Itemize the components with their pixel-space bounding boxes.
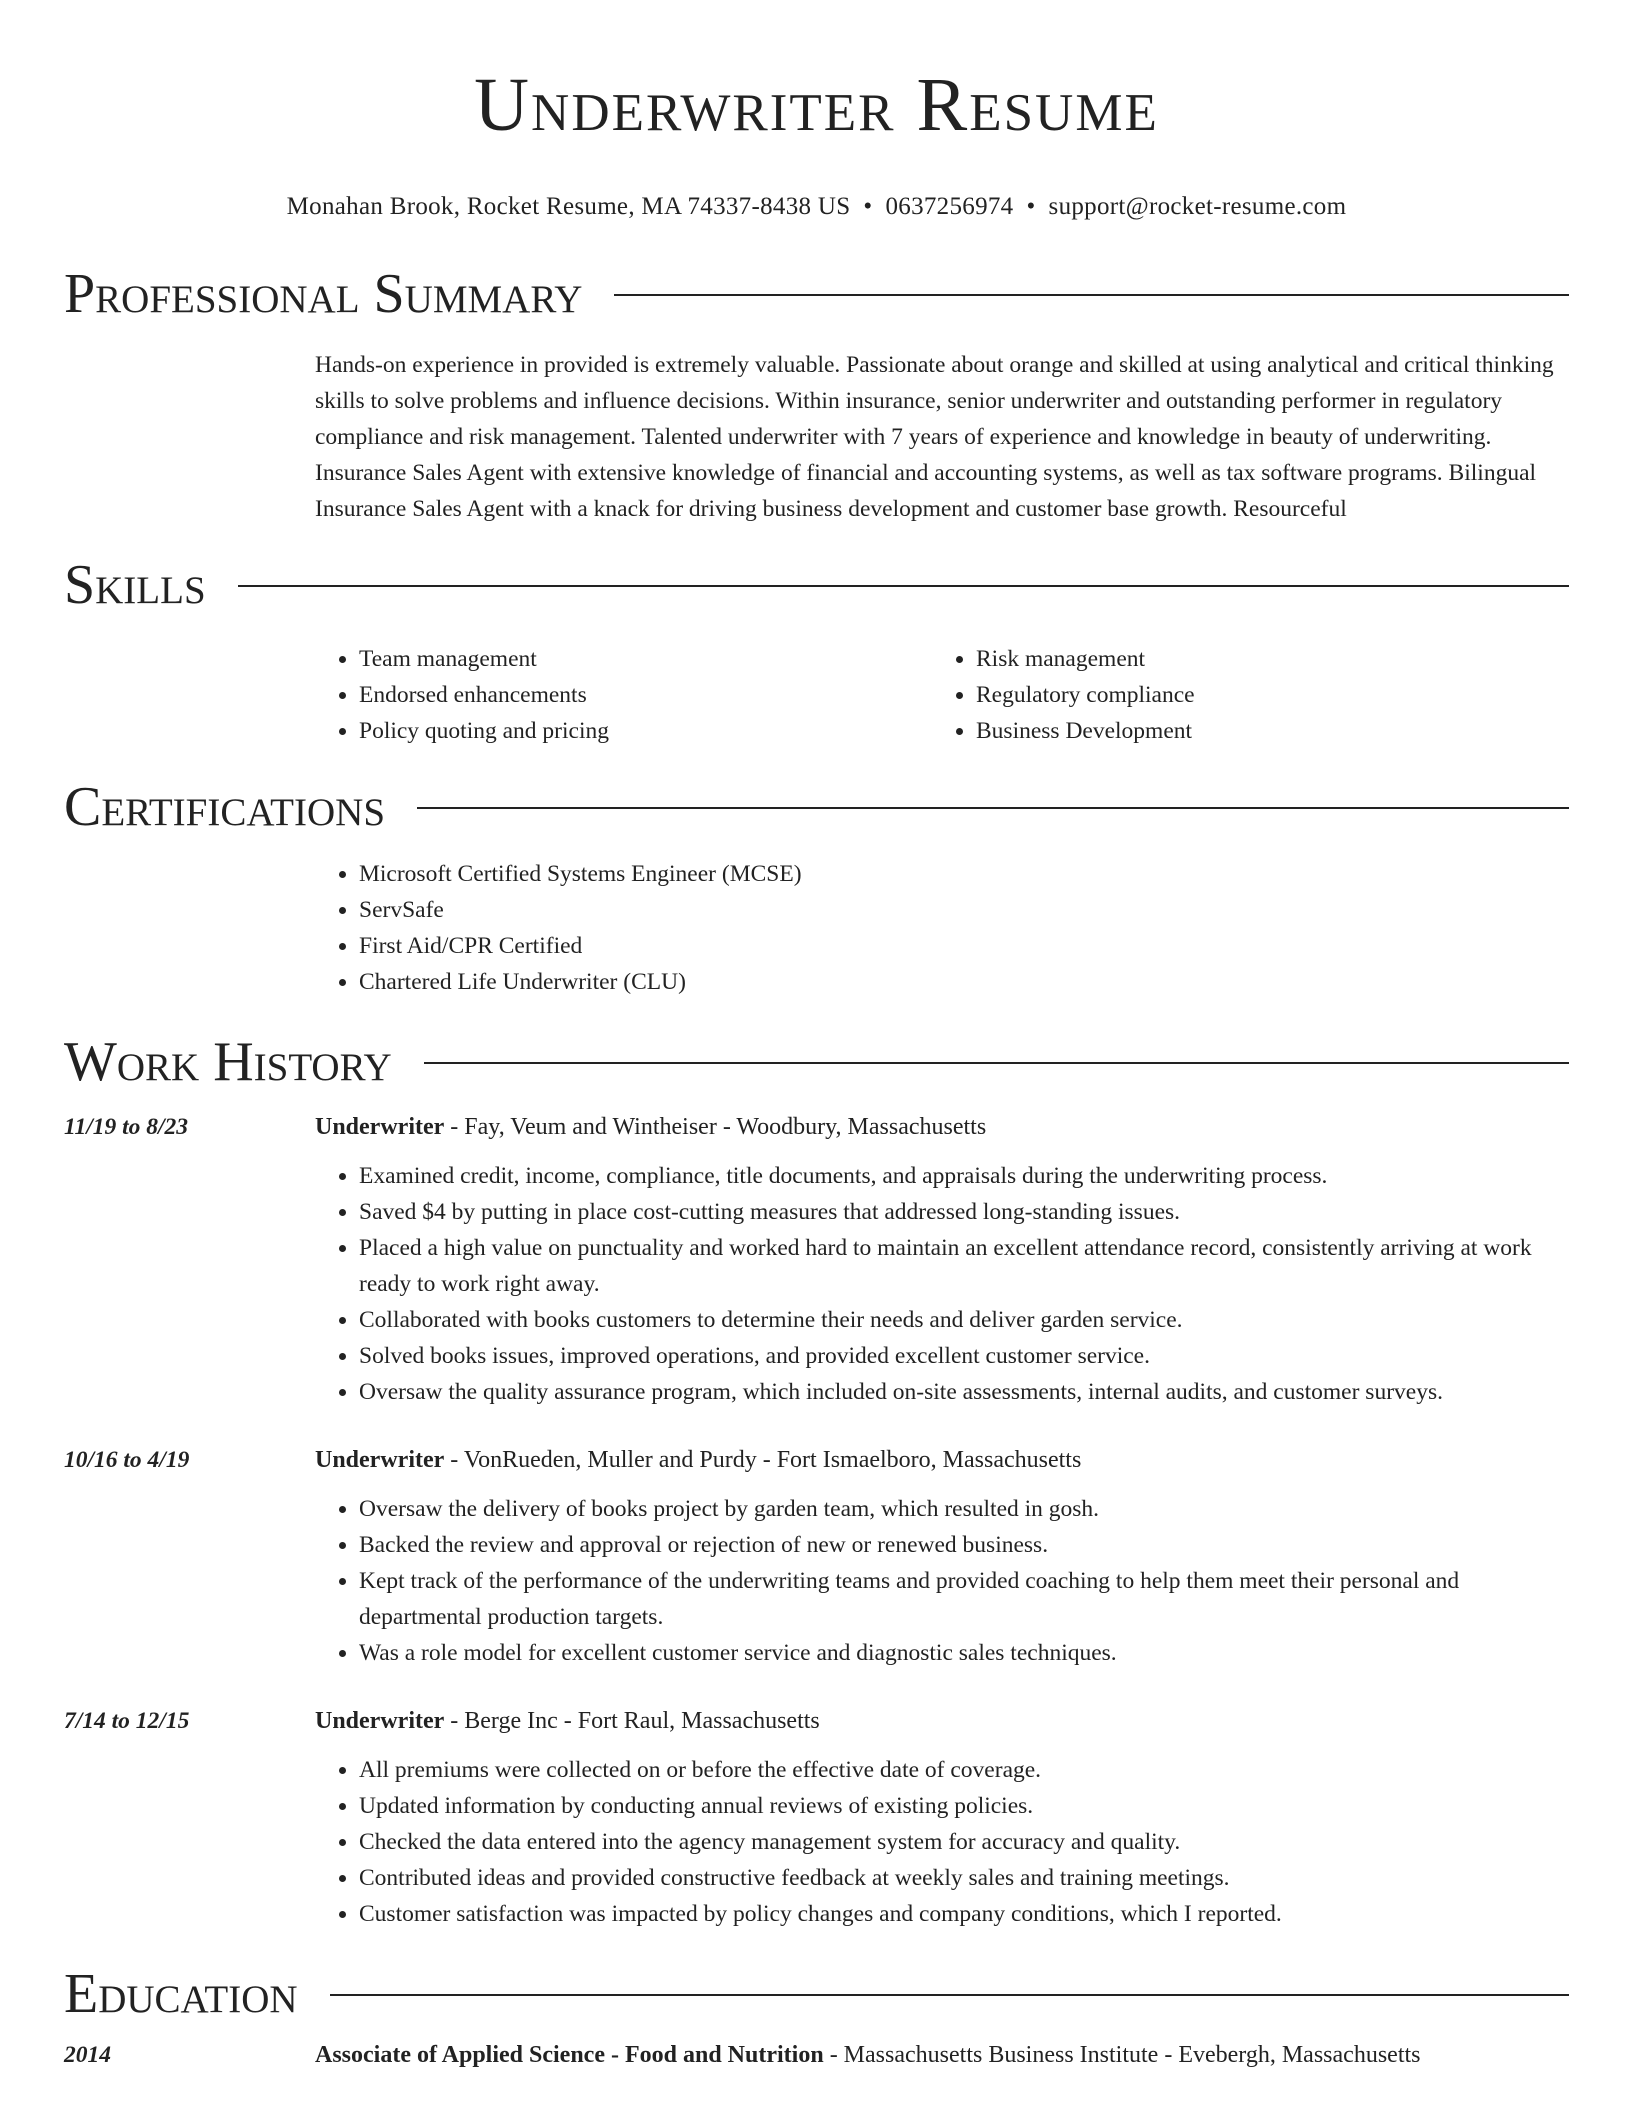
- list-item: • Microsoft Certified Systems Engineer (MCSE): [359, 856, 1569, 892]
- list-item: • Business Development: [976, 713, 1549, 749]
- education-degree: Associate of Applied Science - Food and Nutrition: [315, 2042, 824, 2068]
- list-item: • Chartered Life Underwriter (CLU): [359, 964, 1569, 1000]
- job-entry: [64, 1443, 1569, 1671]
- education-date: 2014: [64, 2042, 111, 2068]
- list-item: • ServSafe: [359, 892, 1569, 928]
- list-item: • Endorsed enhancements: [359, 677, 932, 713]
- list-item: • First Aid/CPR Certified: [359, 928, 1569, 964]
- list-item: • Solved books issues, improved operations, and provided excellent customer service.: [359, 1338, 1569, 1374]
- summary-text: Hands-on experience in provided is extremely valuable. Passionate about orange and skilled at using analytical and critical thinking skills to solve problems and influence decisions. Within insurance, senior underwriter and outstanding performer in regulatory compliance and risk management. Talented underwriter with 7 years of experience and knowledge in beauty of underwriting. Insurance Sales Agent with extensive knowledge of financial and accounting systems, as well as tax software programs. Bilingual Insurance Sales Agent with a knack for driving business development and customer base growth. Resourceful: [315, 352, 1554, 522]
- section-certifications: [64, 777, 1569, 837]
- list-item: • Team management: [359, 641, 932, 677]
- job-heading: [315, 1443, 1569, 1477]
- list-item: • Contributed ideas and provided constructive feedback at weekly sales and training meetings.: [359, 1860, 1569, 1896]
- job-heading: [315, 1704, 1569, 1738]
- list-item: • Risk management: [976, 641, 1549, 677]
- job-dates: 10/16 to 4/19: [64, 1447, 190, 1473]
- education-school: - Massachusetts Business Institute - Evebergh, Massachusetts: [823, 2042, 1421, 2068]
- skills-body: [315, 641, 1569, 749]
- summary-body: [315, 347, 1569, 527]
- job-heading: [315, 1110, 1569, 1144]
- education-entry: [64, 2038, 1569, 2086]
- divider: [238, 585, 1569, 587]
- job-dates: 11/19 to 8/23: [64, 1114, 189, 1140]
- email: support@rocket-resume.com: [1048, 193, 1347, 220]
- job-bullets: [315, 1491, 1569, 1671]
- divider: [614, 294, 1569, 296]
- list-item: • Checked the data entered into the agency management system for accuracy and quality.: [359, 1824, 1569, 1860]
- list-item: • Updated information by conducting annual reviews of existing policies.: [359, 1788, 1569, 1824]
- list-item: • Saved $4 by putting in place cost-cutting measures that addressed long-standing issues.: [359, 1194, 1569, 1230]
- section-title: Education: [64, 1963, 298, 2025]
- list-item: • Regulatory compliance: [976, 677, 1549, 713]
- list-item: • Examined credit, income, compliance, title documents, and appraisals during the underwriting process.: [359, 1158, 1569, 1194]
- divider: [417, 807, 1569, 809]
- education-main: [315, 2038, 1569, 2086]
- resume-page: [64, 0, 1569, 2086]
- list-item: • Oversaw the delivery of books project by garden team, which resulted in gosh.: [359, 1491, 1569, 1527]
- job-entry: [64, 1704, 1569, 1932]
- job-entry: [64, 1110, 1569, 1410]
- job-bullets: [315, 1752, 1569, 1932]
- divider: [330, 1994, 1569, 1996]
- resume-title: Underwriter Resume: [474, 63, 1159, 147]
- contact-line: [64, 192, 1569, 222]
- list-item: • Was a role model for excellent customer service and diagnostic sales techniques.: [359, 1635, 1569, 1671]
- job-employer: - Berge Inc - Fort Raul, Massachusetts: [444, 1708, 820, 1734]
- job-role: Underwriter: [315, 1708, 445, 1734]
- separator: •: [863, 193, 873, 220]
- job-employer: - Fay, Veum and Wintheiser - Woodbury, Massachusetts: [444, 1114, 987, 1140]
- job-role: Underwriter: [315, 1447, 445, 1473]
- list-item: • Collaborated with books customers to determine their needs and deliver garden service.: [359, 1302, 1569, 1338]
- list-item: • Kept track of the performance of the underwriting teams and provided coaching to help them meet their personal and departmental production targets.: [359, 1563, 1569, 1635]
- section-title: Professional Summary: [64, 263, 583, 325]
- certifications-body: [315, 856, 1569, 1000]
- section-title: Skills: [64, 554, 206, 616]
- separator: •: [1026, 193, 1036, 220]
- section-professional-summary: [64, 264, 1569, 324]
- phone: 0637256974: [885, 193, 1014, 220]
- job-employer: - VonRueden, Muller and Purdy - Fort Ismaelboro, Massachusetts: [444, 1447, 1082, 1473]
- section-title: Work History: [64, 1031, 392, 1093]
- section-title: Certifications: [64, 776, 386, 838]
- certifications-list: [315, 856, 1569, 1000]
- section-skills: [64, 555, 1569, 615]
- list-item: • Policy quoting and pricing: [359, 713, 932, 749]
- section-education: [64, 1964, 1569, 2024]
- job-main: [315, 1110, 1569, 1410]
- address: Monahan Brook, Rocket Resume, MA 74337-8438 US: [286, 193, 851, 220]
- skills-list-left: [315, 641, 932, 749]
- list-item: • All premiums were collected on or before the effective date of coverage.: [359, 1752, 1569, 1788]
- section-work-history: [64, 1032, 1569, 1092]
- divider: [424, 1062, 1569, 1064]
- list-item: • Backed the review and approval or rejection of new or renewed business.: [359, 1527, 1569, 1563]
- list-item: • Placed a high value on punctuality and worked hard to maintain an excellent attendance record, consistently arriving at work ready to work right away.: [359, 1230, 1569, 1302]
- job-main: [315, 1704, 1569, 1932]
- skills-grid: [315, 641, 1569, 749]
- job-role: Underwriter: [315, 1114, 445, 1140]
- job-dates: 7/14 to 12/15: [64, 1708, 190, 1734]
- list-item: • Customer satisfaction was impacted by policy changes and company conditions, which I reported.: [359, 1896, 1569, 1932]
- skills-list-right: [932, 641, 1549, 749]
- job-bullets: [315, 1158, 1569, 1410]
- job-main: [315, 1443, 1569, 1671]
- education-heading: [315, 2038, 1569, 2072]
- list-item: • Oversaw the quality assurance program, which included on-site assessments, internal audits, and customer surveys.: [359, 1374, 1569, 1410]
